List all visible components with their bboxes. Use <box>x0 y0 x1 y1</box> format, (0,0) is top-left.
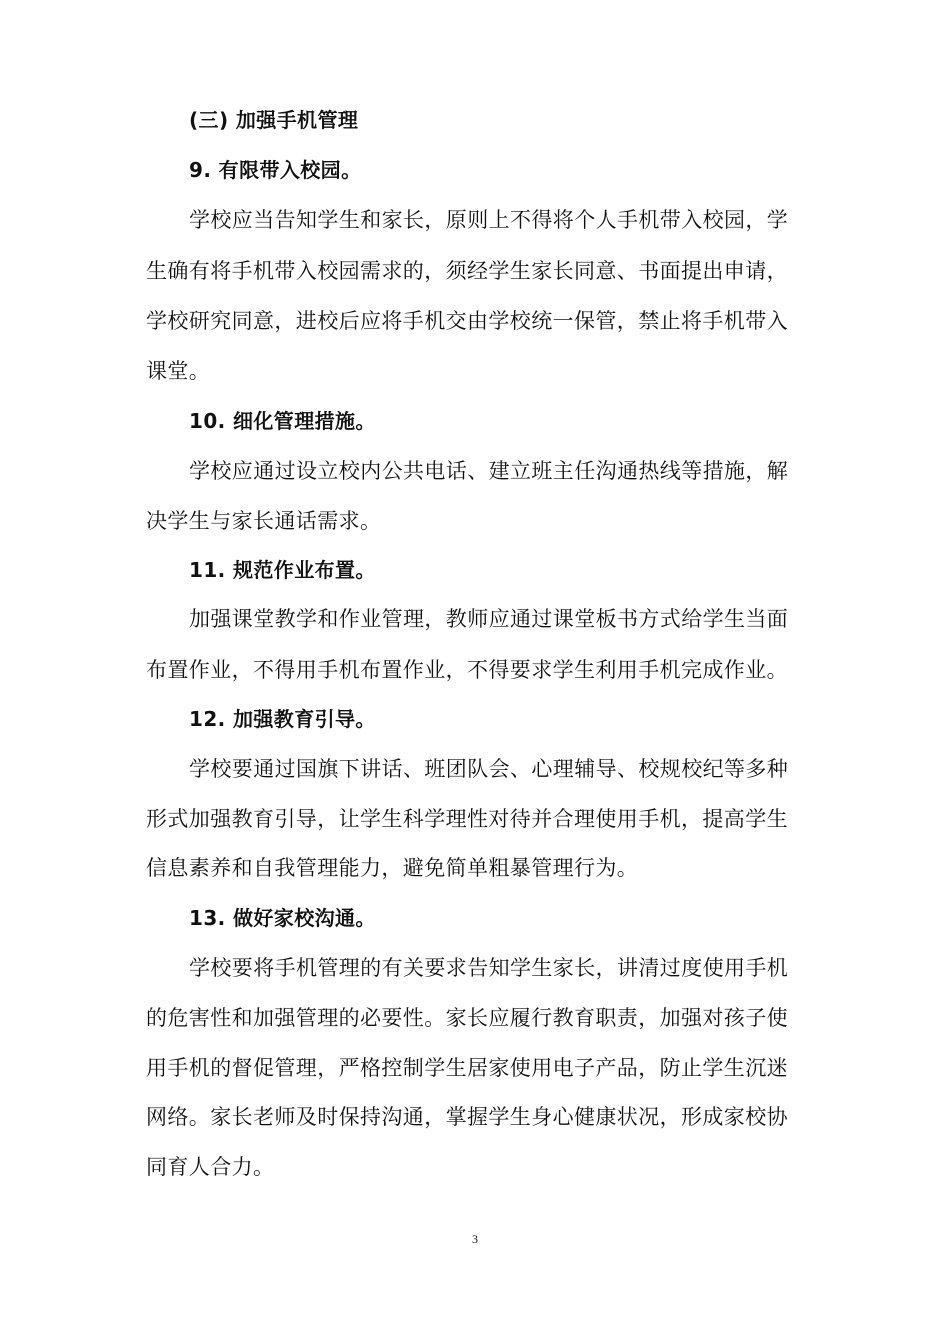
page-number: 3 <box>472 1232 478 1246</box>
paragraph-line: 学校要将手机管理的有关要求告知学生家长，讲清过度使用手机 <box>189 956 789 980</box>
item-heading-12: 12. 加强教育引导。 <box>189 707 376 731</box>
paragraph-line: 学校要通过国旗下讲话、班团队会、心理辅导、校规校纪等多种 <box>189 757 789 781</box>
paragraph-line: 形式加强教育引导，让学生科学理性对待并合理使用手机，提高学生 <box>146 807 788 831</box>
paragraph-line: 决学生与家长通话需求。 <box>146 509 382 533</box>
paragraph-line: 生确有将手机带入校园需求的，须经学生家长同意、书面提出申请， <box>146 259 788 283</box>
paragraph-line: 用手机的督促管理，严格控制学生居家使用电子产品，防止学生沉迷 <box>146 1056 788 1080</box>
item-heading-11: 11. 规范作业布置。 <box>189 558 376 582</box>
item-heading-13: 13. 做好家校沟通。 <box>189 906 376 930</box>
item-heading-9: 9. 有限带入校园。 <box>189 158 362 182</box>
paragraph-line: 布置作业，不得用手机布置作业，不得要求学生利用手机完成作业。 <box>146 658 788 682</box>
paragraph-line: 学校应当告知学生和家长，原则上不得将个人手机带入校园，学 <box>189 208 789 232</box>
item-heading-10: 10. 细化管理措施。 <box>189 409 376 433</box>
paragraph-line: 的危害性和加强管理的必要性。家长应履行教育职责，加强对孩子使 <box>146 1006 788 1030</box>
section-title: (三) 加强手机管理 <box>189 108 359 132</box>
paragraph-line: 信息素养和自我管理能力，避免简单粗暴管理行为。 <box>146 856 639 880</box>
paragraph-line: 学校研究同意，进校后应将手机交由学校统一保管，禁止将手机带入 <box>146 309 788 333</box>
paragraph-line: 课堂。 <box>146 359 211 383</box>
paragraph-line: 网络。家长老师及时保持沟通，掌握学生身心健康状况，形成家校协 <box>146 1105 788 1129</box>
paragraph-line: 加强课堂教学和作业管理，教师应通过课堂板书方式给学生当面 <box>189 607 789 631</box>
paragraph-line: 同育人合力。 <box>146 1155 275 1179</box>
paragraph-line: 学校应通过设立校内公共电话、建立班主任沟通热线等措施，解 <box>189 459 789 483</box>
